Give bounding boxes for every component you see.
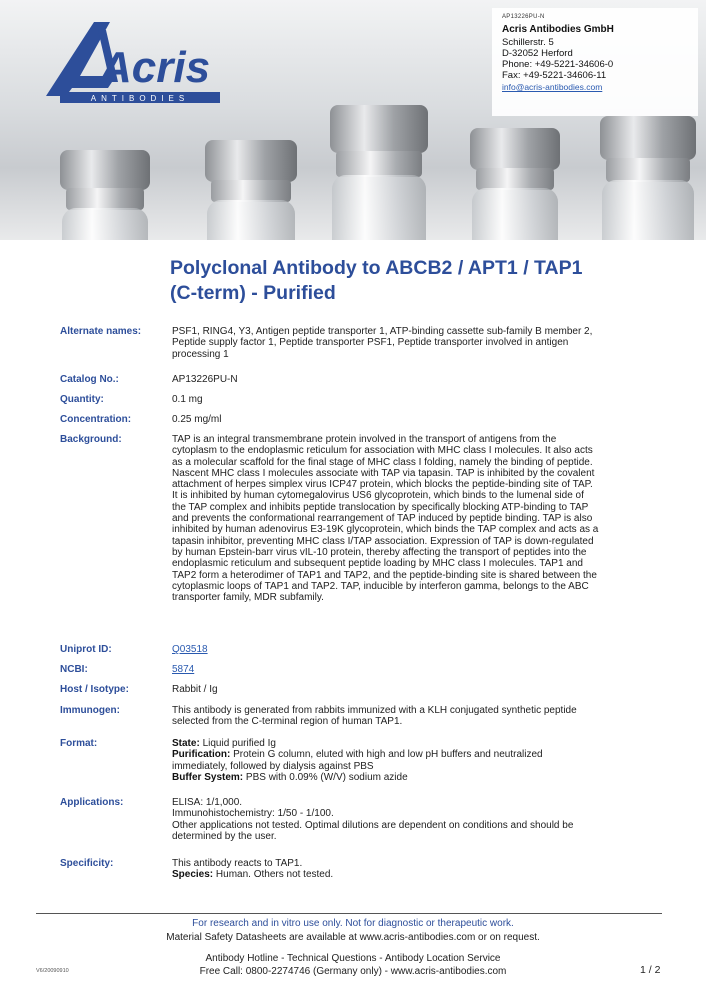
phone-line: Phone: +49-5221-34606-0: [502, 59, 614, 70]
applications-value: ELISA: 1/1,000. Immunohistochemistry: 1/50 - 1/100. Other applications not tested. Optimal dilutions are dependent on conditions and should be determined by the user.: [172, 797, 574, 842]
background-value: TAP is an integral transmembrane protein involved in the transport of antigens from the cytoplasm to the endoplasmic reticulum for association with MHC class I molecules. It also acts as a molecular scaffold for the final stage of MHC class I folding, namely the binding of peptide. Nascent MHC class I molecules associate with TAP via tapasin. TAP is inhibited by the covalent attachment of herpes simplex virus ICP47 protein, which blocks the peptide-binding site of TAP. It is inhibited by human cytomegalovirus US6 glycoprotein, which binds to the lumenal side of the TAP complex and inhibits peptide translocation by specifically blocking ATP-binding to TAP and prevents the conformational rearrangement of TAP induced by peptide binding. TAP is also inhibited by human adenovirus E3-19K glycoprotein, which binds the TAP complex and acts as a tapasin inhibitor, preventing MHC class I/TAP association. Expression of TAP is down-regulated by human Epstein-barr virus vIL-10 protein, thereby affecting the transport of peptides into the endoplasmic reticulum and subsequent peptide loading by MHC class I molecules. TAP1 and TAP2 form a heterodimer of TAP1 and TAP2, and the peptide-binding site is shared between the cytoplasmic loops of TAP1 and TAP2. TAP, inducible by interferon gamma, belongs to the ABC transporter family, MDR subfamily.: [172, 434, 599, 604]
freecall-note: Free Call: 0800-2274746 (Germany only) - www.acris-antibodies.com: [199, 966, 507, 977]
quantity-value: 0.1 mg: [172, 394, 203, 405]
version-code: V6/20090910: [36, 968, 69, 974]
logo-subtext: ANTIBODIES: [90, 94, 190, 103]
ncbi-link[interactable]: 5874: [172, 664, 195, 675]
field-label: Specificity:: [60, 858, 114, 869]
logo-text: Acris: [100, 43, 211, 92]
hotline-note: Antibody Hotline - Technical Questions - Antibody Location Service: [205, 953, 501, 964]
catalog-value: AP13226PU-N: [172, 374, 238, 385]
address-line: Schillerstr. 5: [502, 37, 554, 48]
email-link[interactable]: info@acris-antibodies.com: [502, 82, 603, 92]
host-value: Rabbit / Ig: [172, 684, 218, 695]
immunogen-value: This antibody is generated from rabbits immunized with a KLH conjugated synthetic peptide selected from the C-terminal region of human TAP1.: [172, 705, 577, 728]
specificity-value: This antibody reacts to TAP1. Species: Human. Others not tested.: [172, 858, 334, 881]
alternate-names-value: PSF1, RING4, Y3, Antigen peptide transporter 1, ATP-binding cassette sub-family B member 2, Peptide supply factor 1, Peptide transporter PSF1, Peptide transporter involved in antigen processing 1: [172, 326, 593, 360]
field-label: Immunogen:: [60, 705, 120, 716]
field-label: Catalog No.:: [60, 374, 119, 385]
page-title: Polyclonal Antibody to ABCB2 / APT1 / TAP1 (C-term) - Purified: [170, 257, 583, 304]
format-value: State: Liquid purified Ig Purification: Protein G column, eluted with high and low pH buffers and neutralized immediately, followed by dialysis against PBS Buffer System: PBS with 0.09% (W/V) sodium azide: [172, 738, 543, 783]
company-address: [492, 8, 698, 116]
header-banner: [0, 0, 706, 240]
uniprot-link[interactable]: Q03518: [172, 644, 208, 655]
address-line: D-32052 Herford: [502, 48, 573, 59]
field-label: Format:: [60, 738, 98, 749]
vial-image: [60, 150, 150, 240]
page-number: 1 / 2: [640, 964, 661, 976]
header-catalog-code: AP13226PU-N: [502, 14, 545, 20]
fax-line: Fax: +49-5221-34606-11: [502, 70, 607, 81]
field-label: Applications:: [60, 797, 124, 808]
research-use-note: For research and in vitro use only. Not for diagnostic or therapeutic work.: [192, 918, 514, 929]
company-name: Acris Antibodies GmbH: [502, 24, 614, 35]
footer-divider: [36, 913, 662, 914]
vial-image: [600, 116, 696, 240]
field-label: Uniprot ID:: [60, 644, 112, 655]
field-label: Host / Isotype:: [60, 684, 129, 695]
field-label: Alternate names:: [60, 326, 142, 337]
acris-logo: [36, 16, 236, 108]
field-label: NCBI:: [60, 664, 88, 675]
field-label: Background:: [60, 434, 122, 445]
field-label: Quantity:: [60, 394, 104, 405]
concentration-value: 0.25 mg/ml: [172, 414, 222, 425]
vial-image: [470, 128, 560, 240]
vial-image: [330, 105, 428, 240]
msds-note: Material Safety Datasheets are available at www.acris-antibodies.com or on request.: [166, 932, 540, 943]
vial-image: [205, 140, 297, 240]
field-label: Concentration:: [60, 414, 132, 425]
